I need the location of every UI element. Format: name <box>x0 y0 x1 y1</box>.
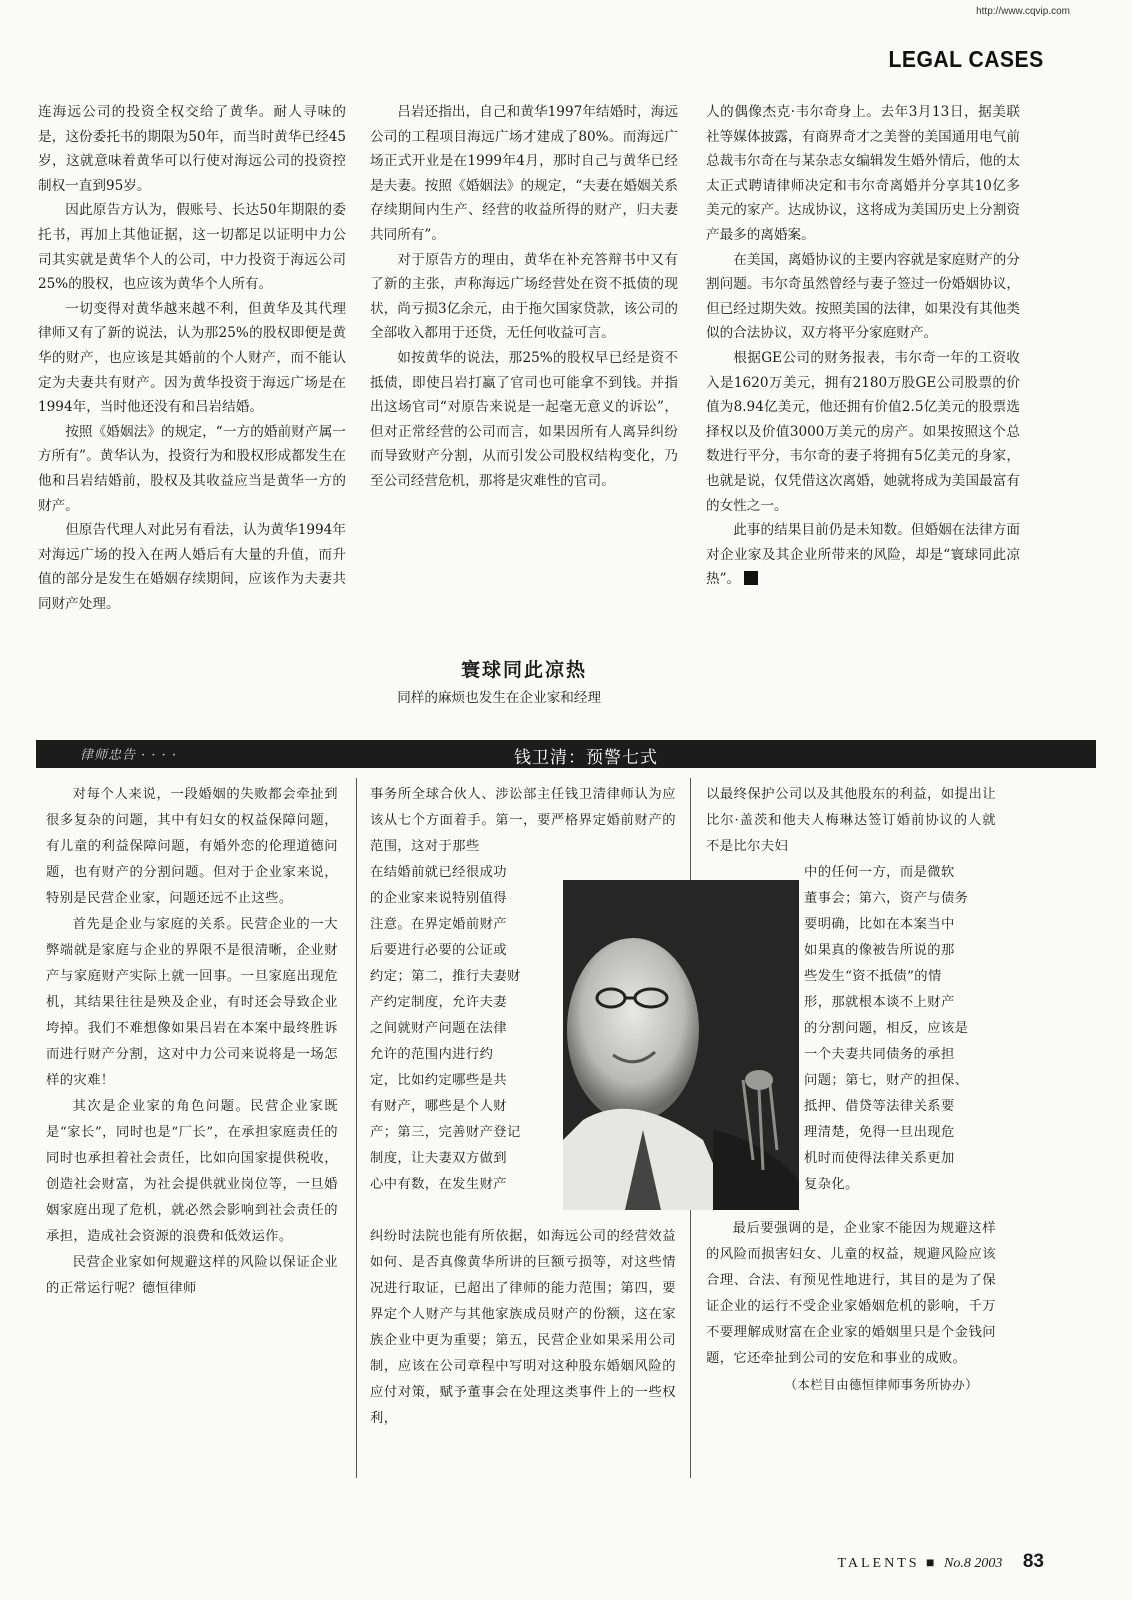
lower-column-2-bottom <box>370 1224 676 1432</box>
text-line: 制度，让夫妻双方做到 <box>370 1151 507 1166</box>
text-line: 一个夫妻共同债务的承担 <box>804 1047 955 1062</box>
lower-column-3-bottom <box>706 1216 996 1398</box>
text-line: 抵押、借贷等法律关系要 <box>804 1099 955 1114</box>
column-banner <box>36 740 1096 768</box>
magazine-name: TALENTS <box>837 1556 920 1571</box>
paragraph: 纠纷时法院也能有所依据，如海远公司的经营效益如何、是否真像黄华所讲的巨额亏损等，对这些情况进行取证，已超出了律师的能力范围；第四，要界定个人财产与其他家族成员财产的份额，这在家族企业中更为重要；第五，民营企业如果采用公司制，应该在公司章程中写明对这种股东婚姻风险的应付对策，赋予董事会在处理这类事件上的一些权利， <box>370 1229 676 1426</box>
text-line: 问题；第七，财产的担保、 <box>804 1073 969 1088</box>
upper-column-1 <box>38 100 346 616</box>
upper-column-3 <box>706 100 1020 592</box>
portrait-photo <box>563 880 799 1210</box>
text-line: 允许的范围内进行约 <box>370 1047 494 1062</box>
paragraph: 根据GE公司的财务报表，韦尔奇一年的工资收入是1620万美元，拥有2180万股GE公司股票的价值为8.94亿美元，他还拥有价值2.5亿美元的股票选择权以及价值3000万美元的房产。如果按照这个总数进行平分，韦尔奇的妻子将拥有5亿美元的身家，也就是说，仅凭借这次离婚，她就将成为美国最富有的女性之一。 <box>706 349 1020 514</box>
text-line: 有财产，哪些是个人财 <box>370 1099 507 1114</box>
issue-number: No.8 2003 <box>944 1556 1003 1571</box>
paragraph-text: 此事的结果目前仍是未知数。但婚姻在法律方面对企业家及其企业所带来的风险，却是“寰球同此凉热”。 <box>706 522 1020 588</box>
source-url: http://www.cqvip.com <box>976 6 1070 17</box>
paragraph: 因此原告方认为，假账号、长达50年期限的委托书，再加上其他证据，这一切都足以证明中力公司其实就是黄华个人的公司，中力投资于海远公司25%的股权，也应该为黄华个人所有。 <box>38 202 346 293</box>
end-mark-icon <box>744 571 758 585</box>
paragraph: 对于原告方的理由，黄华在补充答辩书中又有了新的主张，声称海远广场经营处在资不抵债的现状，尚亏损3亿余元，由于拖欠国家贷款，该公司的全部收入都用于还贷，无任何收益可言。 <box>370 251 678 342</box>
lower-column-1 <box>46 782 338 1302</box>
page-footer <box>837 1551 1044 1573</box>
paragraph: 如按黄华的说法，那25%的股权早已经是资不抵债，即使吕岩打赢了官司也可能拿不到钱。并指出这场官司“对原告来说是一起毫无意义的诉讼”，但对正常经营的公司而言，如果因所有人离异纠纷而导致财产分割，从而引发公司股权结构变化，乃至公司经营危机，那将是灾难性的官司。 <box>370 349 678 489</box>
text-line: 约定；第二，推行夫妻财 <box>370 969 521 984</box>
column-divider <box>356 778 357 1478</box>
text-line: 之间就财产问题在法律 <box>370 1021 507 1036</box>
paragraph: 人的偶像杰克·韦尔奇身上。去年3月13日，据美联社等媒体披露，有商界奇才之美誉的美国通用电气前总裁韦尔奇在与某杂志女编辑发生婚外情后，他的太太正式聘请律师决定和韦尔奇离婚并分享其10亿多美元的家产。达成协议，这将成为美国历史上分割资产最多的离婚案。 <box>706 104 1020 243</box>
paragraph: 民营企业家如何规避这样的风险以保证企业的正常运行呢？德恒律师 <box>46 1255 338 1296</box>
paragraph: 按照《婚姻法》的规定，“一方的婚前财产属一方所有”。黄华认为，投资行为和股权形成都发生在他和吕岩结婚前，股权及其收益应当是黄华一方的财产。 <box>38 423 346 514</box>
banner-title: 钱卫清：预警七式 <box>514 748 658 768</box>
footer-separator-icon: ■ <box>926 1556 938 1571</box>
lawyer-portrait-image <box>563 880 799 1210</box>
text-line: 董事会；第六，资产与债务 <box>804 891 969 906</box>
paragraph: 对每个人来说，一段婚姻的失败都会牵扯到很多复杂的问题，其中有妇女的权益保障问题，有儿童的利益保障问题，有婚外恋的伦理道德问题，也有财产的分割问题。但对于企业家来说，特别是民营企业家，问题还远不止这些。 <box>46 787 338 906</box>
page-number: 83 <box>1022 1551 1044 1572</box>
paragraph: 首先是企业与家庭的关系。民营企业的一大弊端就是家庭与企业的界限不是很清晰，企业财产与家庭财产实际上就一回事。一旦家庭出现危机，其结果往往是殃及企业，有时还会导致企业垮掉。我们不难想像如果吕岩在本案中最终胜诉而进行财产分割，这对中力公司来说将是一场怎样的灾难！ <box>46 917 338 1088</box>
paragraph <box>706 518 1020 592</box>
upper-column-2 <box>370 100 678 494</box>
paragraph: 一切变得对黄华越来越不利，但黄华及其代理律师又有了新的说法，认为那25%的股权即便是黄华的财产，也应该是其婚前的个人财产，而不能认定为夫妻共有财产。因为黄华投资于海远广场是在1994年，当时他还没有和吕岩结婚。 <box>38 300 346 416</box>
text-line: 在结婚前就已经很成功 <box>370 865 507 880</box>
section-heading: 寰球同此凉热 <box>460 659 587 681</box>
paragraph: 在美国，离婚协议的主要内容就是家庭财产的分割问题。韦尔奇虽然曾经与妻子签过一份婚姻协议，但已经过期失效。按照美国的法律，如果没有其他类似的合法协议，双方将平分家庭财产。 <box>706 251 1020 342</box>
paragraph: 最后要强调的是，企业家不能因为规避这样的风险而损害妇女、儿童的权益，规避风险应该合理、合法、有预见性地进行，其目的是为了保证企业的运行不受企业家婚姻危机的影响，千万不要理解成财富在企业家的婚姻里只是个金钱问题，它还牵扯到公司的安危和事业的成败。 <box>706 1221 996 1366</box>
paragraph: 事务所全球合伙人、涉讼部主任钱卫清律师认为应该从七个方面着手。第一，要严格界定婚前财产的范围，这对于那些 <box>370 787 676 854</box>
text-line: 注意。在界定婚前财产 <box>370 917 507 932</box>
paragraph: 但原告代理人对此另有看法，认为黄华1994年对海远广场的投入在两人婚后有大量的升值，而升值的部分是发生在婚姻存续期间，应该作为夫妻共同财产处理。 <box>38 522 346 612</box>
text-line: 产；第三，完善财产登记 <box>370 1125 521 1140</box>
text-line: 的企业家来说特别值得 <box>370 891 507 906</box>
text-line: 形，那就根本谈不上财产 <box>804 995 955 1010</box>
text-line: 心中有数，在发生财产 <box>370 1177 507 1192</box>
text-line: 机时而使得法律关系更加 <box>804 1151 955 1166</box>
section-tag: LEGAL CASES <box>888 46 1044 72</box>
text-line: 如果真的像被告所说的那 <box>804 943 955 958</box>
lower-column-2-top <box>370 782 676 860</box>
text-line: 复杂化。 <box>804 1177 859 1192</box>
paragraph: 以最终保护公司以及其他股东的利益，如提出让比尔·盖茨和他夫人梅琳达签订婚前协议的人就不是比尔夫妇 <box>706 787 996 854</box>
text-line: 定，比如约定哪些是共 <box>370 1073 507 1088</box>
banner-column-label: 律师忠告 · · · · <box>80 748 178 763</box>
lower-column-3-top <box>706 782 996 860</box>
text-line: 产约定制度，允许夫妻 <box>370 995 507 1010</box>
sponsor-note: （本栏目由德恒律师事务所协办） <box>784 1377 978 1392</box>
paragraph: 同样的麻烦也发生在企业家和经理 <box>397 690 602 706</box>
text-line: 理清楚，免得一旦出现危 <box>804 1125 955 1140</box>
text-line: 的分割问题，相反，应该是 <box>804 1021 969 1036</box>
upper-column-2-tail <box>370 686 678 711</box>
paragraph: 连海远公司的投资全权交给了黄华。耐人寻味的是，这份委托书的期限为50年，而当时黄华已经45岁，这就意味着黄华可以行使对海远公司的投资控制权一直到95岁。 <box>38 104 346 194</box>
lower-column-2-wrap <box>370 860 556 1198</box>
paragraph: 吕岩还指出，自己和黄华1997年结婚时，海远公司的工程项目海远广场才建成了80%。而海远广场正式开业是在1999年4月，那时自己与黄华已经是夫妻。按照《婚姻法》的规定，“夫妻在婚姻关系存续期间内生产、经营的收益所得的财产，归夫妻共同所有”。 <box>370 104 678 243</box>
text-line: 要明确，比如在本案当中 <box>804 917 955 932</box>
text-line: 后要进行必要的公证或 <box>370 943 507 958</box>
text-line: 中的任何一方，而是微软 <box>804 865 955 880</box>
paragraph: 其次是企业家的角色问题。民营企业家既是“家长”，同时也是“厂长”，在承担家庭责任的同时也承担着社会责任，比如向国家提供税收，创造社会财富，为社会提供就业岗位等，一旦婚姻家庭出现了危机，就必然会影响到社会责任的承担，造成社会资源的浪费和低效运作。 <box>46 1099 338 1244</box>
lower-column-3-wrap <box>804 860 1000 1198</box>
text-line: 些发生“资不抵债”的情 <box>804 969 942 984</box>
